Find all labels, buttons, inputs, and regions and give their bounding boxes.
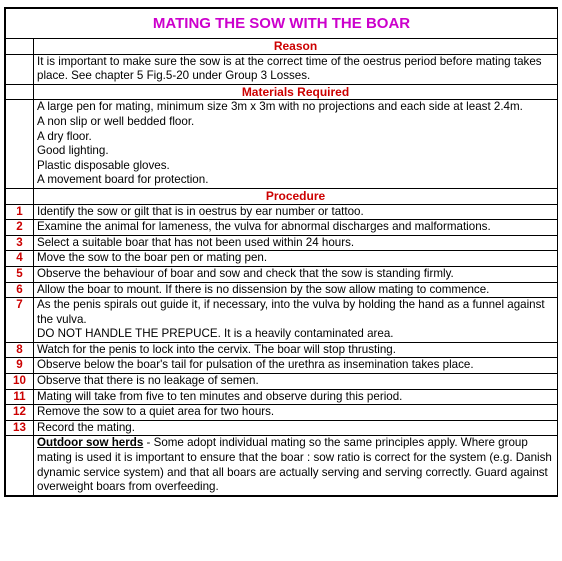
step-text: As the penis spirals out guide it, if necessary, into the vulva by holding the hand as a funnel against the vulva. bbox=[37, 298, 545, 326]
procedure-heading-row bbox=[6, 188, 558, 204]
procedure-sheet bbox=[4, 7, 558, 497]
step-row bbox=[6, 405, 558, 421]
step-text: Select a suitable boar that has not been used within 24 hours. bbox=[34, 235, 558, 251]
step-number: 9 bbox=[6, 358, 34, 374]
step-row bbox=[6, 204, 558, 220]
procedure-heading: Procedure bbox=[34, 188, 558, 204]
materials-heading-row bbox=[6, 84, 558, 100]
step-number: 6 bbox=[6, 282, 34, 298]
step-text: Record the mating. bbox=[34, 420, 558, 436]
step-row bbox=[6, 251, 558, 267]
step-text: Move the sow to the boar pen or mating pen. bbox=[34, 251, 558, 267]
step-row bbox=[6, 358, 558, 374]
step-text: Watch for the penis to lock into the cervix. The boar will stop thrusting. bbox=[34, 342, 558, 358]
materials-row bbox=[6, 100, 558, 189]
step-text: Remove the sow to a quiet area for two hours. bbox=[34, 405, 558, 421]
step-number: 4 bbox=[6, 251, 34, 267]
page-title: MATING THE SOW WITH THE BOAR bbox=[6, 9, 558, 39]
reason-row bbox=[6, 54, 558, 84]
blank-cell bbox=[6, 100, 34, 189]
reason-text: It is important to make sure the sow is at the correct time of the oestrus period before mating takes place. See chapter 5 Fig.5-20 under Group 3 Losses. bbox=[34, 54, 558, 84]
step-row bbox=[6, 220, 558, 236]
step-row bbox=[6, 298, 558, 343]
step-row bbox=[6, 389, 558, 405]
step-warning: DO NOT HANDLE THE PREPUCE. It is a heavily contaminated area. bbox=[37, 327, 394, 341]
materials-list bbox=[34, 100, 558, 189]
note-cell bbox=[34, 436, 558, 495]
note-text: - Some adopt individual mating so the same principles apply. Where group mating is used it is important to ensure that the boar : sow ratio is correct for the system (e.g. Danish dynamic service system) and that all boars are actually serving and serving correctly. Guard against overweight boars from overfeeding. bbox=[37, 436, 552, 494]
step-number: 13 bbox=[6, 420, 34, 436]
step-row bbox=[6, 282, 558, 298]
step-row bbox=[6, 266, 558, 282]
material-item: A movement board for protection. bbox=[37, 173, 209, 187]
material-item: Good lighting. bbox=[37, 144, 109, 158]
blank-cell bbox=[6, 84, 34, 100]
title-row bbox=[6, 9, 558, 39]
step-text: Allow the boar to mount. If there is no dissension by the sow allow mating to commence. bbox=[34, 282, 558, 298]
material-item: A dry floor. bbox=[37, 129, 92, 143]
blank-cell bbox=[6, 188, 34, 204]
step-number: 3 bbox=[6, 235, 34, 251]
note-title: Outdoor sow herds bbox=[37, 436, 144, 450]
material-item: A non slip or well bedded floor. bbox=[37, 114, 195, 128]
material-item: A large pen for mating, minimum size 3m x 3m with no projections and each side at least 2.4m. bbox=[37, 100, 523, 114]
procedure-table bbox=[5, 8, 558, 496]
blank-cell bbox=[6, 39, 34, 55]
step-number: 1 bbox=[6, 204, 34, 220]
step-number: 8 bbox=[6, 342, 34, 358]
step-number: 10 bbox=[6, 374, 34, 390]
step-row bbox=[6, 342, 558, 358]
step-row bbox=[6, 420, 558, 436]
blank-cell bbox=[6, 436, 34, 495]
note-row bbox=[6, 436, 558, 495]
blank-cell bbox=[6, 54, 34, 84]
step-text-cell bbox=[34, 298, 558, 343]
materials-heading: Materials Required bbox=[34, 84, 558, 100]
material-item: Plastic disposable gloves. bbox=[37, 158, 170, 172]
step-number: 7 bbox=[6, 298, 34, 343]
step-text: Examine the animal for lameness, the vulva for abnormal discharges and malformations. bbox=[34, 220, 558, 236]
step-text: Observe that there is no leakage of semen. bbox=[34, 374, 558, 390]
step-number: 12 bbox=[6, 405, 34, 421]
reason-heading-row bbox=[6, 39, 558, 55]
step-text: Mating will take from five to ten minutes and observe during this period. bbox=[34, 389, 558, 405]
step-number: 5 bbox=[6, 266, 34, 282]
step-text: Identify the sow or gilt that is in oestrus by ear number or tattoo. bbox=[34, 204, 558, 220]
step-text: Observe the behaviour of boar and sow and check that the sow is standing firmly. bbox=[34, 266, 558, 282]
reason-heading: Reason bbox=[34, 39, 558, 55]
step-row bbox=[6, 235, 558, 251]
step-number: 2 bbox=[6, 220, 34, 236]
step-text: Observe below the boar's tail for pulsation of the urethra as insemination takes place. bbox=[34, 358, 558, 374]
step-number: 11 bbox=[6, 389, 34, 405]
step-row bbox=[6, 374, 558, 390]
